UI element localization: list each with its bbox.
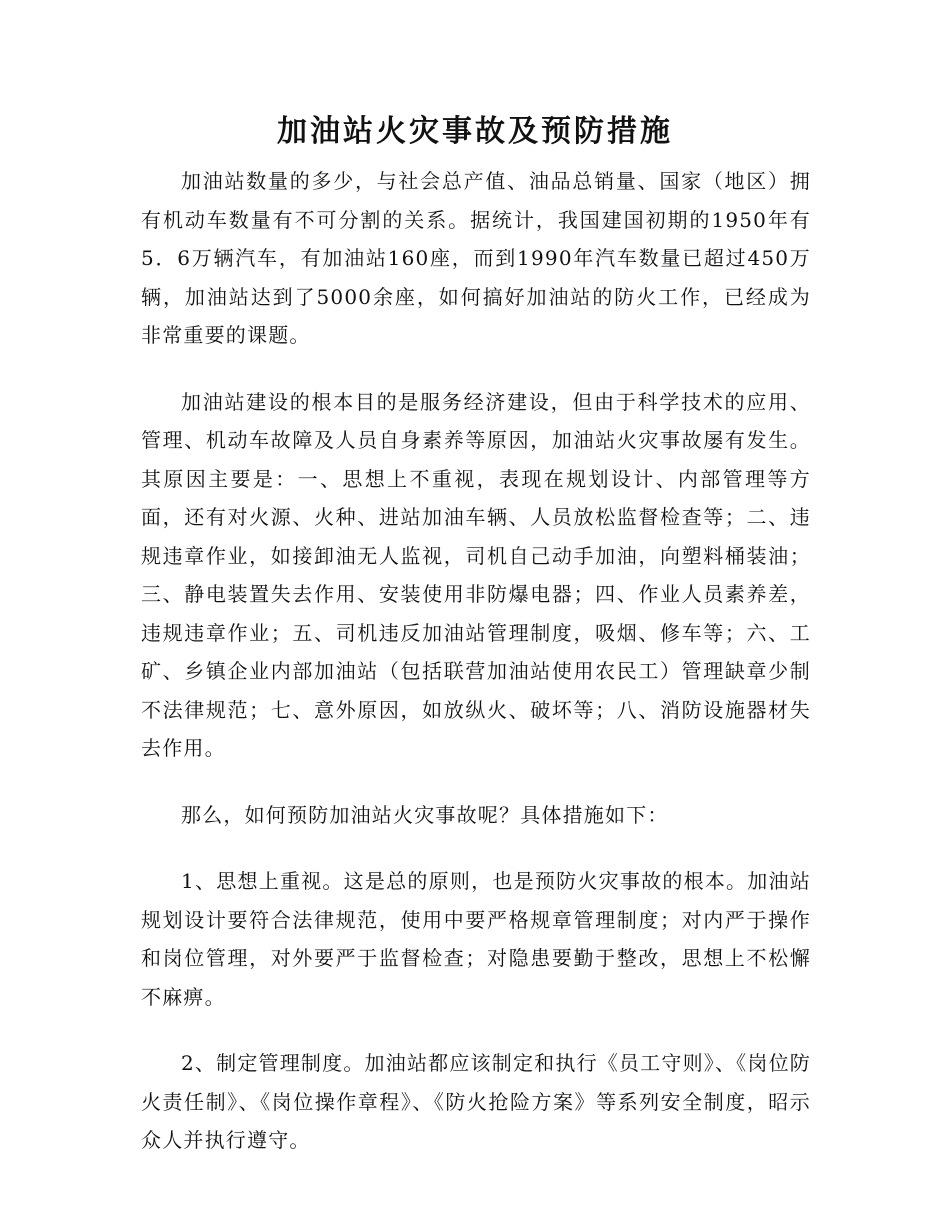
paragraph-intro: 加油站数量的多少，与社会总产值、油品总销量、国家（地区）拥有机动车数量有不可分割的关系。据统计，我国建国初期的1950年有5．6万辆汽车，有加油站160座，而到1990年汽车数量已超过450万辆，加油站达到了5000余座，如何搞好加油站的防火工作，已经成为非常重要的课题。 xyxy=(141,169,811,347)
document-title: 加油站火灾事故及预防措施 xyxy=(277,114,673,149)
document-body xyxy=(141,162,811,1188)
paragraph-question: 那么，如何预防加油站火灾事故呢？具体措施如下： xyxy=(181,802,669,827)
paragraph-measure-2: 2、制定管理制度。加油站都应该制定和执行《员工守则》、《岗位防火责任制》、《岗位操作章程》、《防火抢险方案》等系列安全制度，昭示众人并执行遵守。 xyxy=(141,1051,811,1152)
paragraph-causes: 加油站建设的根本目的是服务经济建设，但由于科学技术的应用、管理、机动车故障及人员自身素养等原因，加油站火灾事故屡有发生。其原因主要是：一、思想上不重视，表现在规划设计、内部管理等方面，还有对火源、火种、进站加油车辆、人员放松监督检查等；二、违规违章作业，如接卸油无人监视，司机自己动手加油，向塑料桶装油；三、静电装置失去作用、安装使用非防爆电器；四、作业人员素养差，违规违章作业；五、司机违反加油站管理制度，吸烟、修车等；六、工矿、乡镇企业内部加油站（包括联营加油站使用农民工）管理缺章少制不法律规范；七、意外原因，如放纵火、破坏等；八、消防设施器材失去作用。 xyxy=(141,389,811,760)
paragraph-measure-1: 1、思想上重视。这是总的原则，也是预防火灾事故的根本。加油站规划设计要符合法律规范，使用中要严格规章管理制度；对内严于操作和岗位管理，对外要严于监督检查；对隐患要勤于整改，思想上不松懈不麻痹。 xyxy=(141,869,811,1009)
